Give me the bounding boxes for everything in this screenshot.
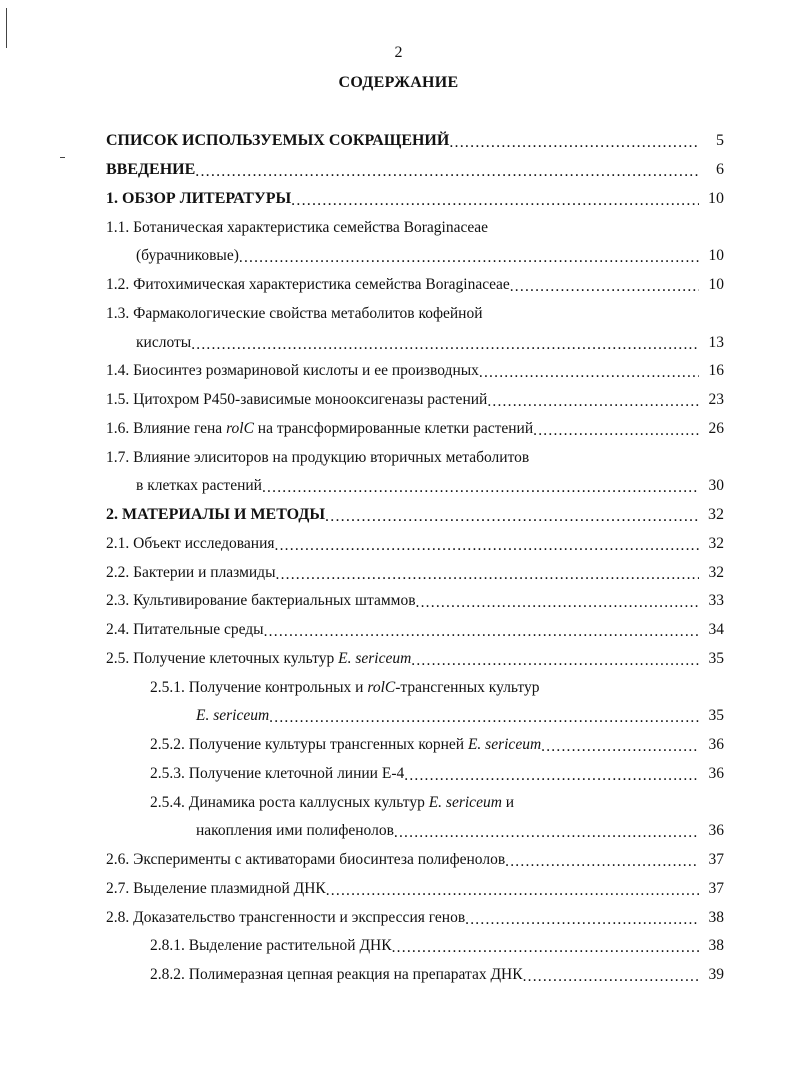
dot-leader — [449, 134, 699, 152]
title-text: 2.2. Бактерии и плазмиды — [106, 563, 276, 581]
title-text: 2.8.1. Выделение растительной ДНК — [150, 937, 392, 955]
dot-leader — [510, 278, 699, 296]
title-text: 2.7. Выделение плазмидной ДНК — [106, 879, 326, 897]
toc-page-number: 35 — [708, 649, 724, 667]
italic-term: E. sericeum — [196, 707, 270, 725]
toc-page-number: 36 — [708, 822, 724, 840]
title-text: -трансгенных культур — [395, 678, 540, 696]
title-text: 1.4. Биосинтез розмариновой кислоты и ее производных — [106, 362, 479, 380]
title-text: (бурачниковые) — [136, 247, 239, 265]
toc-entry-line[interactable] — [106, 501, 724, 530]
dot-leader — [325, 508, 699, 526]
toc-entry-title — [106, 362, 479, 380]
toc-page-number: 32 — [708, 506, 724, 524]
toc-entry-line[interactable] — [106, 472, 724, 501]
toc-entry-line[interactable] — [106, 702, 724, 731]
dot-leader — [487, 393, 699, 411]
toc-entry-line[interactable] — [106, 443, 724, 472]
title-text: 1.7. Влияние элиситоров на продукцию вторичных метаболитов — [106, 448, 530, 466]
toc-entry-title — [106, 219, 488, 237]
page-number: 2 — [394, 44, 403, 61]
dot-leader — [465, 911, 699, 929]
title-text: на трансформированные клетки растений — [253, 419, 534, 437]
toc-page-number: 32 — [708, 534, 724, 552]
dot-leader — [326, 882, 699, 900]
toc-entry-title — [136, 334, 191, 352]
toc-page-number: 32 — [708, 563, 724, 581]
scan-mark — [6, 8, 7, 48]
toc-page-number: 38 — [708, 908, 724, 926]
toc-entry-title — [136, 477, 262, 495]
dot-leader — [264, 623, 699, 641]
title-text: в клетках растений — [136, 477, 262, 495]
toc-entry-line[interactable] — [106, 300, 724, 329]
title-text: СПИСОК ИСПОЛЬЗУЕМЫХ СОКРАЩЕНИЙ — [106, 132, 450, 150]
toc-entry-title — [106, 564, 276, 582]
toc-entry-title — [106, 880, 326, 898]
title-text: 2.5.2. Получение культуры трансгенных корней — [150, 736, 468, 754]
title-text: 1. ОБЗОР ЛИТЕРАТУРЫ — [106, 189, 292, 207]
title-text: 2.5.1. Получение контрольных и — [150, 678, 368, 696]
dot-leader — [411, 652, 699, 670]
toc-page-number: 10 — [708, 247, 724, 265]
toc-entry-title — [106, 592, 416, 610]
toc-entry-line[interactable] — [106, 357, 724, 386]
dot-leader — [394, 824, 699, 842]
toc-entry-title — [106, 161, 195, 179]
toc-entry-line[interactable] — [106, 616, 724, 645]
toc-page-number: 35 — [708, 707, 724, 725]
italic-term: rolC — [226, 419, 254, 437]
toc-entry-line[interactable] — [106, 386, 724, 415]
toc-entry-line[interactable] — [106, 673, 724, 702]
toc-entry-line[interactable] — [106, 587, 724, 616]
title-text: 1.6. Влияние гена — [106, 419, 227, 437]
toc-entry-title — [150, 966, 523, 984]
toc-entry-title — [106, 449, 529, 467]
title-text: кислоты — [136, 333, 192, 351]
dot-leader — [505, 853, 699, 871]
title-text: накопления ими полифенолов — [196, 822, 394, 840]
toc-page-number: 34 — [708, 621, 724, 639]
toc-entry-title — [150, 937, 392, 955]
toc-entry-title — [106, 506, 325, 524]
title-text: 2.8.2. Полимеразная цепная реакция на препаратах ДНК — [150, 966, 523, 984]
dot-leader — [541, 738, 699, 756]
title-text: 2.5. Получение клеточных культур — [106, 649, 339, 667]
page-title: СОДЕРЖАНИЕ — [338, 74, 459, 91]
toc-page-number: 16 — [708, 362, 724, 380]
title-text: 1.5. Цитохром P450-зависимые монооксигеназы растений — [106, 391, 488, 409]
toc-entry-title — [196, 822, 394, 840]
dot-leader — [276, 566, 700, 584]
toc-page-number: 38 — [708, 937, 724, 955]
toc-page-number: 23 — [708, 391, 724, 409]
dot-leader — [416, 594, 699, 612]
toc-entry-title — [106, 650, 411, 668]
title-text: 1.2. Фитохимическая характеристика семейства Boraginaceae — [106, 276, 510, 294]
scan-mark — [60, 157, 65, 158]
title-text: 2.4. Питательные среды — [106, 621, 264, 639]
dot-leader — [523, 968, 699, 986]
toc-page-number: 39 — [708, 966, 724, 984]
toc-entry-title — [150, 765, 404, 783]
toc-entry-line[interactable] — [106, 558, 724, 587]
italic-term: E. sericeum — [338, 649, 412, 667]
dot-leader — [479, 364, 699, 382]
title-text: 2.3. Культивирование бактериальных штаммов — [106, 592, 416, 610]
toc-page-number: 37 — [708, 851, 724, 869]
title-text: и — [501, 793, 515, 811]
italic-term: E. sericeum — [467, 736, 542, 754]
toc-entry-title — [150, 679, 539, 697]
toc-entry-title — [106, 621, 264, 639]
italic-term: rolC — [367, 678, 396, 696]
toc-entry-title — [106, 305, 483, 323]
title-text: 2.8. Доказательство трансгенности и экспрессия генов — [106, 908, 466, 926]
toc-page-number: 36 — [708, 736, 724, 754]
title-text: 1.3. Фармакологические свойства метаболитов кофейной — [106, 304, 483, 322]
dot-leader — [291, 192, 699, 210]
toc-entry-line[interactable] — [106, 328, 724, 357]
toc-entry-title — [106, 276, 510, 294]
toc-entry-line[interactable] — [106, 242, 724, 271]
toc-entry-line[interactable] — [106, 156, 724, 185]
toc-entry-title — [150, 736, 541, 754]
dot-leader — [269, 709, 699, 727]
toc-entry-line[interactable] — [106, 213, 724, 242]
toc-entry-line[interactable] — [106, 185, 724, 214]
italic-term: E. sericeum — [428, 793, 502, 811]
toc-page-number: 6 — [716, 161, 724, 179]
toc-entry-line[interactable] — [106, 817, 724, 846]
title-text: 2.6. Эксперименты с активаторами биосинтеза полифенолов — [106, 851, 506, 869]
toc-entry-line[interactable] — [106, 788, 724, 817]
toc-entry-title — [106, 535, 275, 553]
toc-entry-title — [106, 851, 505, 869]
toc-entry-title — [106, 420, 533, 438]
table-of-contents — [106, 127, 724, 990]
toc-entry-title — [150, 794, 514, 812]
toc-entry-line[interactable] — [106, 760, 724, 789]
toc-entry-line[interactable] — [106, 645, 724, 674]
toc-page-number: 36 — [708, 764, 724, 782]
toc-page-number: 5 — [716, 132, 724, 150]
dot-leader — [195, 163, 699, 181]
toc-entry-line[interactable] — [106, 903, 724, 932]
toc-entry-line[interactable] — [106, 127, 724, 156]
toc-page-number: 13 — [708, 333, 724, 351]
dot-leader — [262, 479, 699, 497]
toc-page-number: 10 — [708, 189, 724, 207]
title-text: 2. МАТЕРИАЛЫ И МЕТОДЫ — [106, 506, 326, 524]
toc-page-number: 37 — [708, 879, 724, 897]
dot-leader — [191, 336, 699, 354]
toc-entry-title — [106, 190, 291, 208]
toc-page-number: 26 — [708, 419, 724, 437]
toc-entry-title — [106, 391, 487, 409]
toc-entry-line[interactable] — [106, 961, 724, 990]
toc-entry-line[interactable] — [106, 846, 724, 875]
toc-entry-title — [196, 707, 269, 725]
title-text: 1.1. Ботаническая характеристика семейства Boraginaceae — [106, 218, 488, 236]
toc-entry-line[interactable] — [106, 415, 724, 444]
toc-entry-line[interactable] — [106, 731, 724, 760]
title-text: 2.5.4. Динамика роста каллусных культур — [150, 793, 429, 811]
toc-page-number: 10 — [708, 276, 724, 294]
toc-entry-line[interactable] — [106, 271, 724, 300]
dot-leader — [404, 767, 699, 785]
toc-entry-title — [106, 909, 465, 927]
dot-leader — [275, 537, 699, 555]
toc-entry-title — [106, 132, 449, 150]
title-text: 2.1. Объект исследования — [106, 534, 275, 552]
dot-leader — [533, 422, 699, 440]
dot-leader — [392, 939, 699, 957]
toc-entry-line[interactable] — [106, 932, 724, 961]
toc-entry-title — [136, 247, 239, 265]
toc-page-number: 33 — [708, 592, 724, 610]
title-text: ВВЕДЕНИЕ — [106, 161, 196, 179]
toc-entry-line[interactable] — [106, 530, 724, 559]
toc-page-number: 30 — [708, 477, 724, 495]
toc-entry-line[interactable] — [106, 875, 724, 904]
title-text: 2.5.3. Получение клеточной линии Е-4 — [150, 764, 405, 782]
dot-leader — [239, 249, 699, 267]
